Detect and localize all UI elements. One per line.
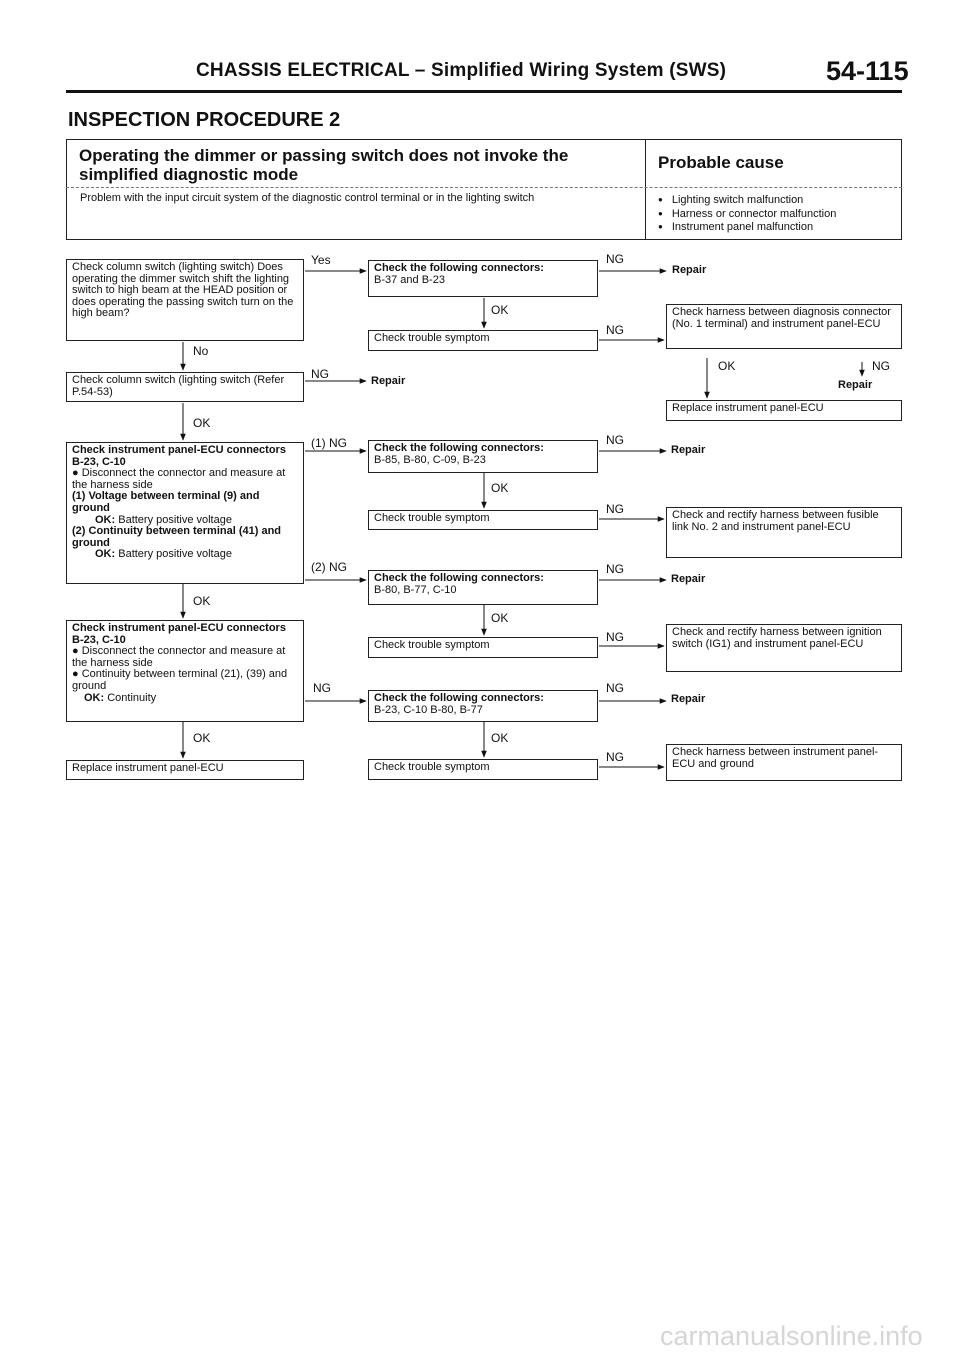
label-ng: NG <box>606 630 624 644</box>
step-rectify-harness-fusible-link: Check and rectify harness between fusible link No. 2 and instrument panel-ECU <box>666 507 902 558</box>
label-ng: NG <box>606 433 624 447</box>
label-ng-2: (2) NG <box>311 560 347 574</box>
page-header-title: CHASSIS ELECTRICAL – Simplified Wiring System (SWS) <box>196 60 727 81</box>
probable-cause-item: ● Instrument panel malfunction <box>658 221 836 235</box>
label-ng: NG <box>606 502 624 516</box>
label-ng: NG <box>311 367 329 381</box>
step-check-connectors-a: Check the following connectors: B-37 and B-23 <box>368 260 598 297</box>
label-ng: NG <box>872 359 890 373</box>
label-ng: NG <box>606 252 624 266</box>
label-ok: OK <box>491 731 509 745</box>
label-ok: OK <box>491 611 509 625</box>
repair-label: Repair <box>671 693 706 705</box>
probable-cause-title: Probable cause <box>658 153 784 172</box>
step-check-harness-ground: Check harness between instrument panel-ECU and ground <box>666 744 902 781</box>
step-check-trouble-symptom-b: Check trouble symptom <box>368 510 598 530</box>
step-check-connectors-b: Check the following connectors: B-85, B-80, C-09, B-23 <box>368 440 598 473</box>
step-check-trouble-symptom-c: Check trouble symptom <box>368 637 598 658</box>
label-ok: OK <box>193 416 211 430</box>
step-replace-ecu: Replace instrument panel-ECU <box>66 760 304 780</box>
step-check-ecu-connectors-1: Check instrument panel-ECU connectors B-23, C-10 ● Disconnect the connector and measure at the harness side (1) Voltage between terminal (9) and ground OK: Battery positive voltage (2) Continuity between terminal (41) and ground OK: Battery positive voltage <box>66 442 304 584</box>
repair-label: Repair <box>671 444 706 456</box>
repair-label: Repair <box>672 264 707 276</box>
repair-label: Repair <box>838 379 873 391</box>
label-ng: NG <box>606 562 624 576</box>
repair-label: Repair <box>671 573 706 585</box>
label-yes: Yes <box>311 253 331 267</box>
repair-label: Repair <box>371 375 406 387</box>
probable-cause-item: ● Lighting switch malfunction <box>658 194 836 208</box>
label-ok: OK <box>491 481 509 495</box>
step-replace-instrument-panel-ecu: Replace instrument panel-ECU <box>666 400 902 421</box>
label-ok: OK <box>193 731 211 745</box>
step-check-harness-diagnosis-connector: Check harness between diagnosis connector (No. 1 terminal) and instrument panel-ECU <box>666 304 902 349</box>
step-check-ecu-connectors-2: Check instrument panel-ECU connectors B-23, C-10 ● Disconnect the connector and measure at the harness side ● Continuity between terminal (21), (39) and ground OK: Continuity <box>66 620 304 722</box>
label-ng: NG <box>606 323 624 337</box>
symptom-title: Operating the dimmer or passing switch does not invoke the simplified diagnostic mode <box>79 146 569 184</box>
step-check-connectors-c: Check the following connectors: B-80, B-77, C-10 <box>368 570 598 605</box>
label-ok: OK <box>718 359 736 373</box>
step-check-trouble-symptom-a: Check trouble symptom <box>368 330 598 351</box>
step-check-connectors-d: Check the following connectors: B-23, C-10 B-80, B-77 <box>368 690 598 722</box>
label-ok: OK <box>491 303 509 317</box>
step-rectify-harness-ignition-switch: Check and rectify harness between ignition switch (IG1) and instrument panel-ECU <box>666 624 902 672</box>
procedure-title: INSPECTION PROCEDURE 2 <box>68 109 341 131</box>
label-ng-1: (1) NG <box>311 436 347 450</box>
page-number: 54-115 <box>826 56 909 86</box>
label-ok: OK <box>193 594 211 608</box>
label-no: No <box>193 344 209 358</box>
label-ng: NG <box>606 681 624 695</box>
watermark: carmanualsonline.info <box>660 1321 923 1351</box>
step-check-column-switch-refer: Check column switch (lighting switch (Refer P.54-53) <box>66 372 304 402</box>
step-check-trouble-symptom-d: Check trouble symptom <box>368 759 598 780</box>
probable-cause-item: ● Harness or connector malfunction <box>658 208 836 222</box>
label-ng: NG <box>313 681 331 695</box>
symptom-description: Problem with the input circuit system of the diagnostic control terminal or in the lighting switch <box>80 192 535 204</box>
label-ng: NG <box>606 750 624 764</box>
step-check-column-switch: Check column switch (lighting switch) Does operating the dimmer switch shift the lighting switch to high beam at the HEAD position or does operating the passing switch turn on the high beam? <box>66 259 304 341</box>
